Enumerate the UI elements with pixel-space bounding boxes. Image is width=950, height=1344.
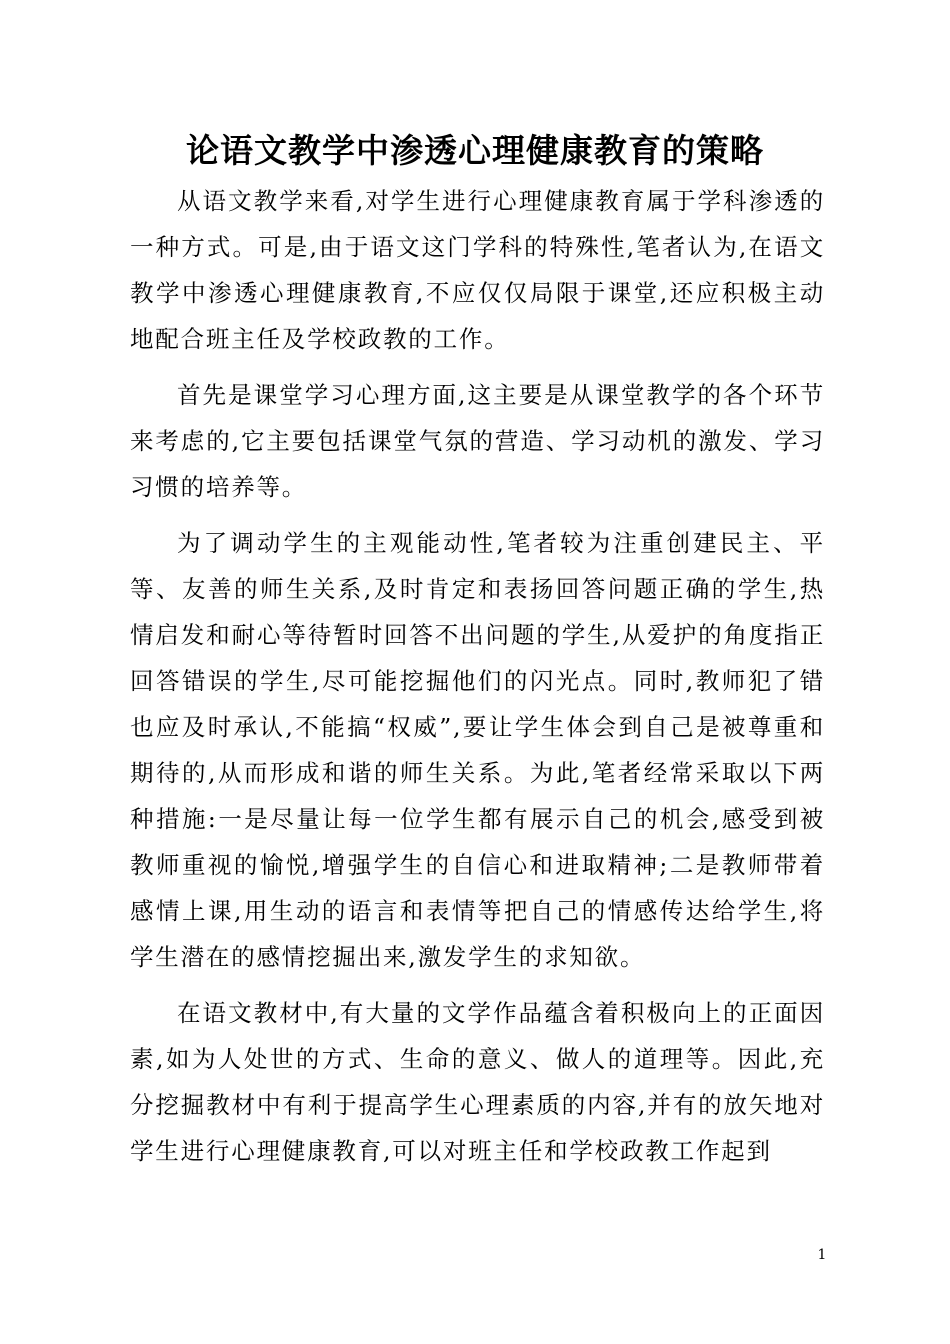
paragraph-2: 首先是课堂学习心理方面,这主要是从课堂教学的各个环节来考虑的,它主要包括课堂气氛的营造、学习动机的激发、学习习惯的培养等。	[130, 381, 825, 501]
page-number: 1	[817, 1247, 827, 1263]
document-title: 论语文教学中渗透心理健康教育的策略	[186, 131, 764, 170]
document-body	[130, 178, 825, 1184]
paragraph-1: 从语文教学来看,对学生进行心理健康教育属于学科渗透的一种方式。可是,由于语文这门学科的特殊性,笔者认为,在语文教学中渗透心理健康教育,不应仅仅局限于课堂,还应积极主动地配合班主任及学校政教的工作。	[130, 187, 825, 353]
paragraph-3: 为了调动学生的主观能动性,笔者较为注重创建民主、平等、友善的师生关系,及时肯定和表扬回答问题正确的学生,热情启发和耐心等待暂时回答不出问题的学生,从爱护的角度指正回答错误的学生,尽可能挖掘他们的闪光点。同时,教师犯了错也应及时承认,不能搞“权威”,要让学生体会到自己是被尊重和期待的,从而形成和谐的师生关系。为此,笔者经常采取以下两种措施:一是尽量让每一位学生都有展示自己的机会,感受到被教师重视的愉悦,增强学生的自信心和进取精神;二是教师带着感情上课,用生动的语言和表情等把自己的情感传达给学生,将学生潜在的感情挖掘出来,激发学生的求知欲。	[130, 529, 825, 971]
paragraph-4: 在语文教材中,有大量的文学作品蕴含着积极向上的正面因素,如为人处世的方式、生命的意义、做人的道理等。因此,充分挖掘教材中有利于提高学生心理素质的内容,并有的放矢地对学生进行心理健康教育,可以对班主任和学校政教工作起到	[130, 999, 825, 1165]
